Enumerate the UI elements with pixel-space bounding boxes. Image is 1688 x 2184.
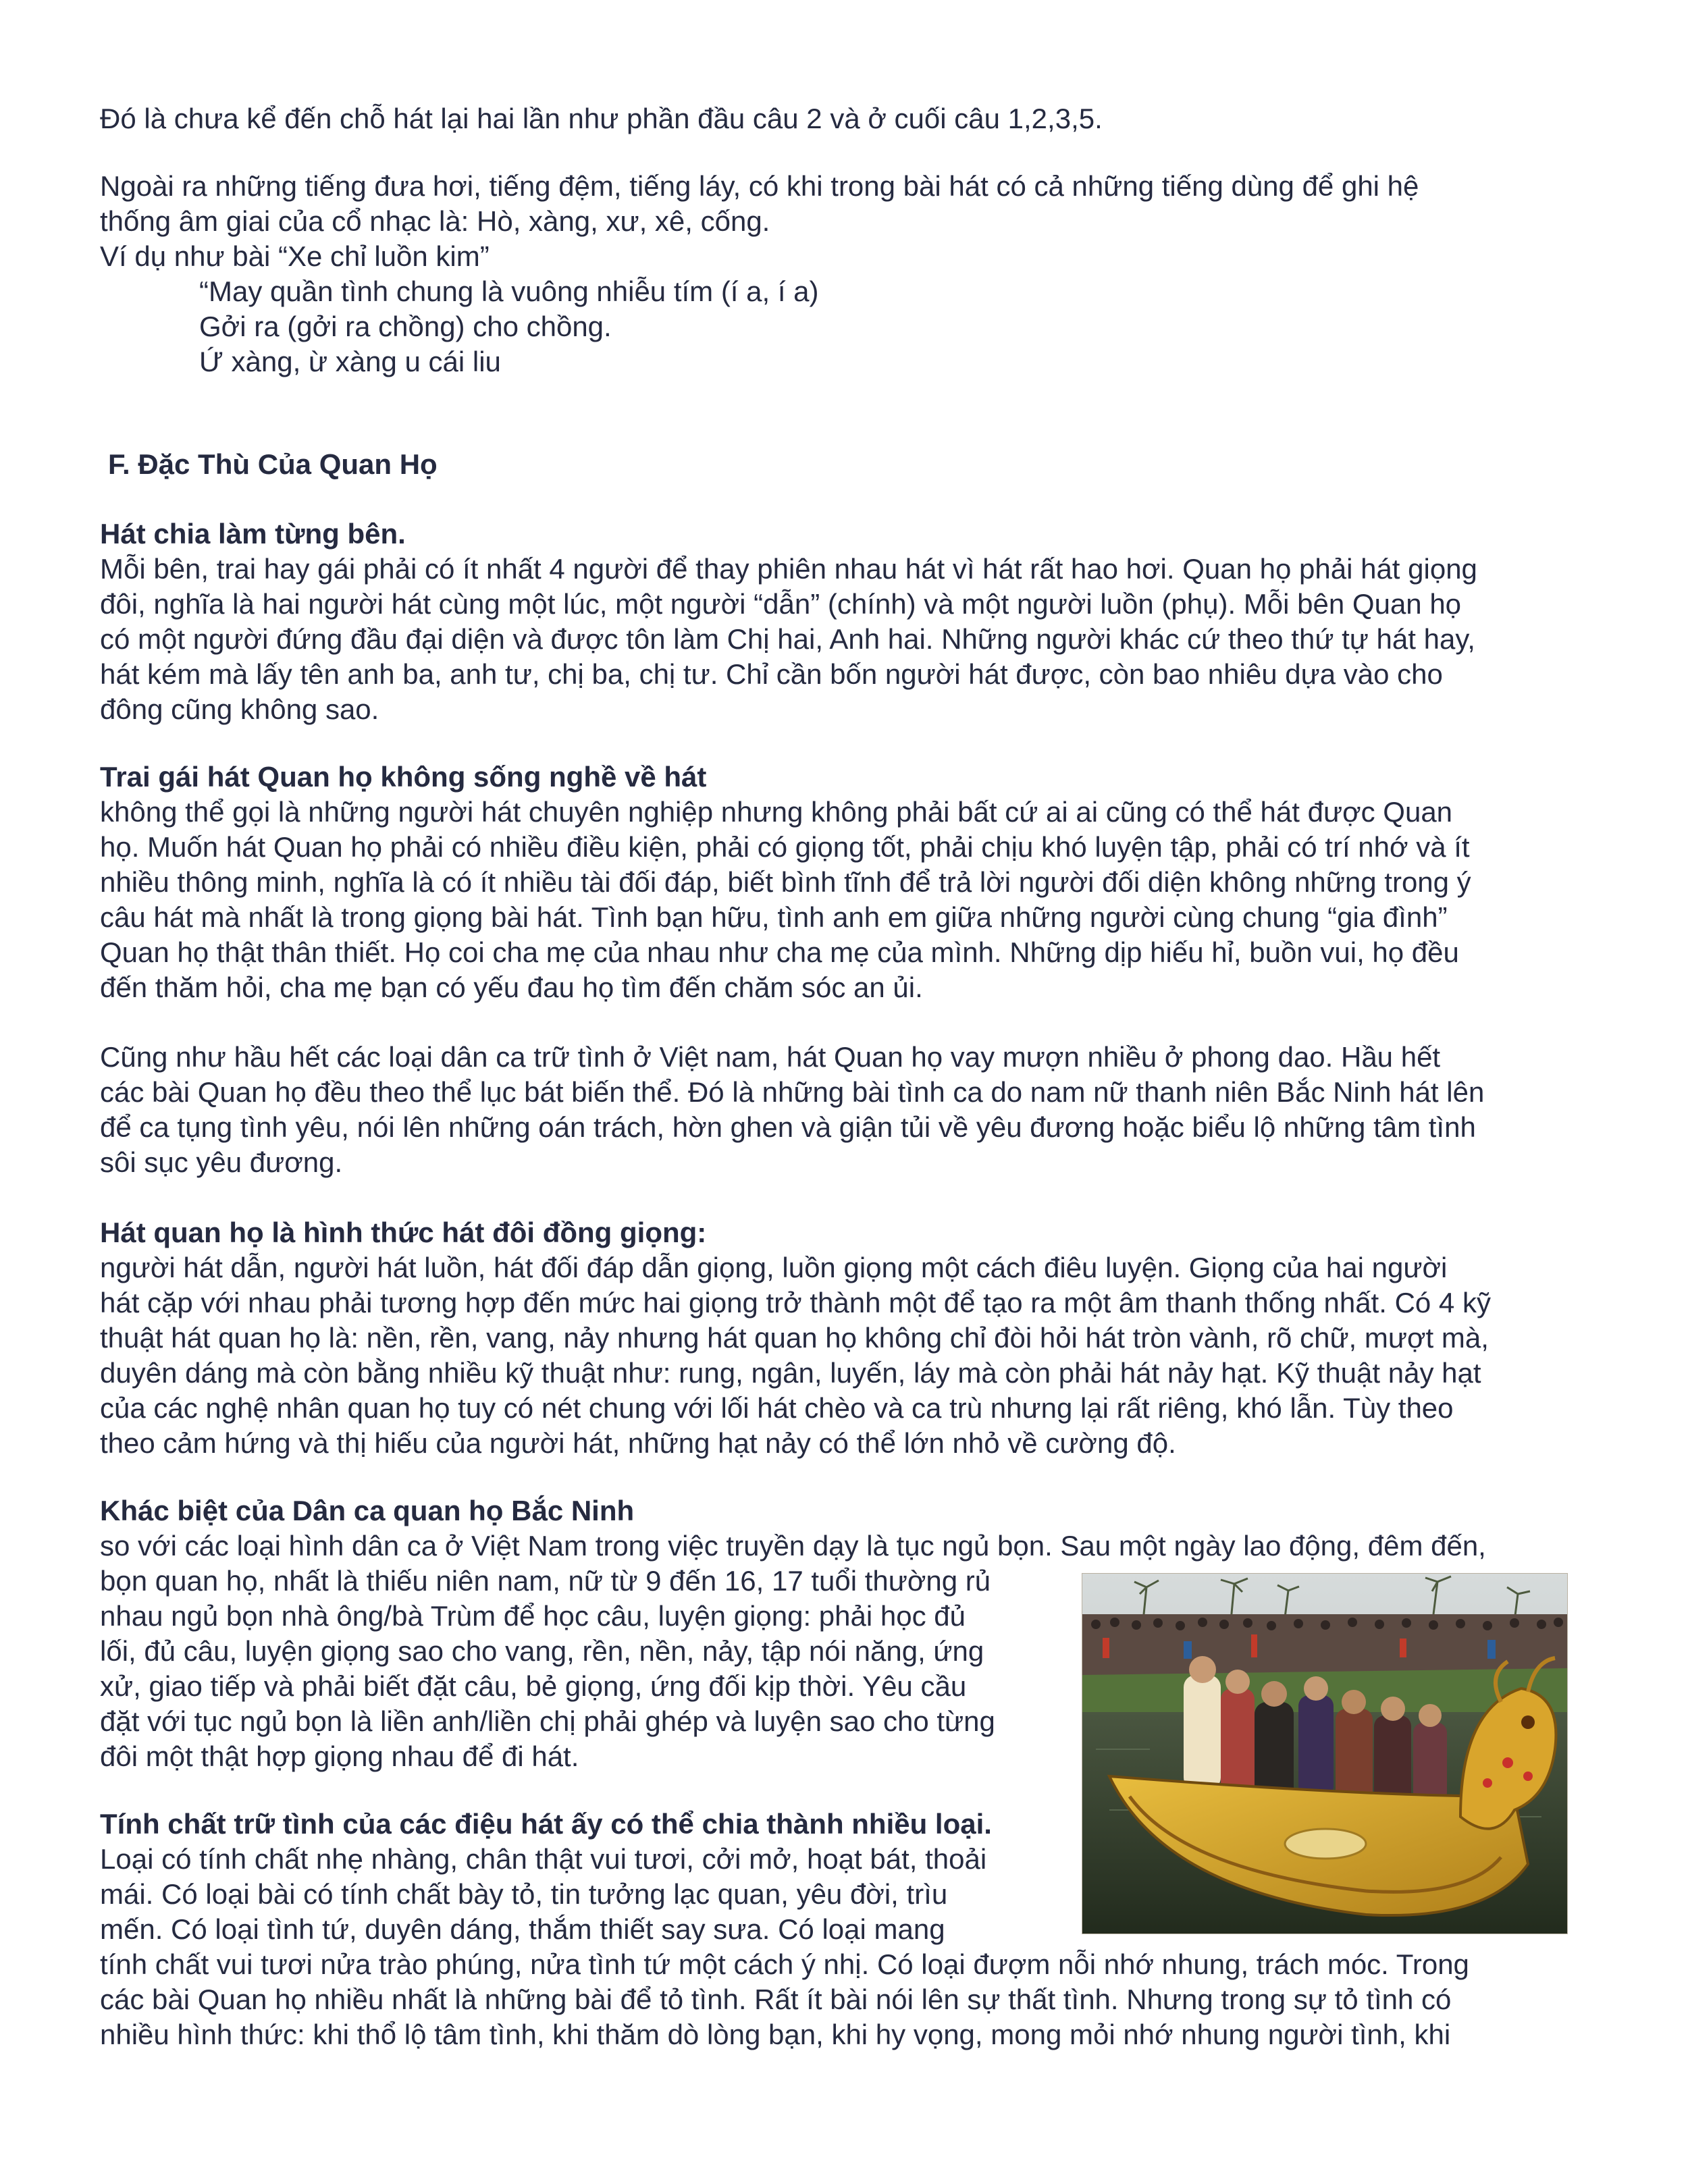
paragraph-line: không thể gọi là những người hát chuyên nghiệp nhưng không phải bất cứ ai ai cũng có thể hát được Quan bbox=[100, 796, 1453, 828]
paragraph-line: mến. Có loại tình tứ, duyên dáng, thắm thiết say sưa. Có loại mang bbox=[100, 1913, 945, 1945]
paragraph-line: đến thăm hỏi, cha mẹ bạn có yếu đau họ tìm đến chăm sóc an ủi. bbox=[100, 971, 923, 1003]
paragraph-line: thuật hát quan họ là: nền, rền, vang, nảy nhưng hát quan họ không chỉ đòi hỏi hát tròn vành, rõ chữ, mượt mà, bbox=[100, 1322, 1489, 1354]
paragraph-line: Loại có tính chất nhẹ nhàng, chân thật vui tươi, cởi mở, hoạt bát, thoải bbox=[100, 1843, 987, 1875]
paragraph-line: mái. Có loại bài có tính chất bày tỏ, tin tưởng lạc quan, yêu đời, trìu bbox=[100, 1878, 948, 1910]
paragraph-line: so với các loại hình dân ca ở Việt Nam trong việc truyền dạy là tục ngủ bọn. Sau một ngày lao động, đêm đến, bbox=[100, 1530, 1486, 1562]
paragraph-line: Cũng như hầu hết các loại dân ca trữ tình ở Việt nam, hát Quan họ vay mượn nhiều ở phong dao. Hầu hết bbox=[100, 1041, 1441, 1073]
section-title: F. Đặc Thù Của Quan Họ bbox=[108, 448, 438, 480]
paragraph-line: có một người đứng đầu đại diện và được tôn làm Chị hai, Anh hai. Những người khác cứ theo thứ tự hát hay, bbox=[100, 623, 1475, 655]
subheading: Trai gái hát Quan họ không sống nghề về hát bbox=[100, 761, 707, 793]
paragraph-line: nhiều thông minh, nghĩa là có ít nhiều tài đối đáp, biết bình tĩnh để trả lời người đối diện không những trong ý bbox=[100, 866, 1471, 898]
paragraph-line: Quan họ thật thân thiết. Họ coi cha mẹ của nhau như cha mẹ của mình. Những dịp hiếu hỉ, buồn vui, họ đều bbox=[100, 936, 1459, 968]
subheading: Khác biệt của Dân ca quan họ Bắc Ninh bbox=[100, 1495, 635, 1526]
paragraph-line: Mỗi bên, trai hay gái phải có ít nhất 4 người để thay phiên nhau hát vì hát rất hao hơi. Quan họ phải hát giọng bbox=[100, 553, 1477, 585]
subheading: Tính chất trữ tình của các điệu hát ấy có thể chia thành nhiều loại. bbox=[100, 1808, 992, 1840]
paragraph-line: của các nghệ nhân quan họ tuy có nét chung với lối hát chèo và ca trù nhưng lại rất riêng, khó lẫn. Tùy theo bbox=[100, 1392, 1454, 1424]
intro-paragraph-line: thống âm giai của cổ nhạc là: Hò, xàng, xư, xê, cống. bbox=[100, 205, 770, 237]
paragraph-line: lối, đủ câu, luyện giọng sao cho vang, rền, nền, nảy, tập nói năng, ứng bbox=[100, 1635, 984, 1667]
paragraph-line: hát kém mà lấy tên anh ba, anh tư, chị ba, chị tư. Chỉ cần bốn người hát được, còn bao nhiêu dựa vào cho bbox=[100, 658, 1443, 690]
paragraph-line: các bài Quan họ đều theo thể lục bát biến thể. Đó là những bài tình ca do nam nữ thanh niên Bắc Ninh hát lên bbox=[100, 1076, 1485, 1108]
paragraph-line: người hát dẫn, người hát luồn, hát đối đáp dẫn giọng, luồn giọng một cách điêu luyện. Giọng của hai người bbox=[100, 1252, 1448, 1283]
intro-paragraph-line: Ví dụ như bài “Xe chỉ luồn kim” bbox=[100, 240, 490, 272]
intro-line: Đó là chưa kể đến chỗ hát lại hai lần như phần đầu câu 2 và ở cuối câu 1,2,3,5. bbox=[100, 103, 1103, 134]
paragraph-line: họ. Muốn hát Quan họ phải có nhiều điều kiện, phải có giọng tốt, phải chịu khó luyện tập, phải có trí nhớ và ít bbox=[100, 831, 1470, 863]
paragraph-line: nhiều hình thức: khi thổ lộ tâm tình, khi thăm dò lòng bạn, khi hy vọng, mong mỏi nhớ nhung người tình, khi bbox=[100, 2019, 1451, 2050]
song-quote-line: Gởi ra (gởi ra chồng) cho chồng. bbox=[199, 311, 612, 342]
subheading: Hát quan họ là hình thức hát đôi đồng giọng: bbox=[100, 1217, 707, 1248]
paragraph-line: đông cũng không sao. bbox=[100, 693, 379, 725]
paragraph-line: các bài Quan họ nhiều nhất là những bài để tỏ tình. Rất ít bài nói lên sự thất tình. Nhưng trong sự tỏ tình có bbox=[100, 1983, 1452, 2015]
subheading: Hát chia làm từng bên. bbox=[100, 518, 406, 550]
boat-photo-illustration bbox=[1082, 1574, 1567, 1934]
song-quote-line: “May quần tình chung là vuông nhiễu tím (í a, í a) bbox=[199, 275, 819, 307]
paragraph-line: để ca tụng tình yêu, nói lên những oán trách, hờn ghen và giận tủi về yêu đương hoặc biểu lộ những tâm tình bbox=[100, 1111, 1476, 1143]
paragraph-line: tính chất vui tươi nửa trào phúng, nửa tình tứ một cách ý nhị. Có loại đượm nỗi nhớ nhung, trách móc. Trong bbox=[100, 1948, 1469, 1980]
paragraph-line: xử, giao tiếp và phải biết đặt câu, bẻ giọng, ứng đối kịp thời. Yêu cầu bbox=[100, 1670, 967, 1702]
paragraph-line: đôi, nghĩa là hai người hát cùng một lúc, một người “dẫn” (chính) và một người luồn (phụ). Mỗi bên Quan họ bbox=[100, 588, 1462, 620]
paragraph-line: đôi một thật hợp giọng nhau để đi hát. bbox=[100, 1740, 579, 1772]
paragraph-line: đặt với tục ngủ bọn là liền anh/liền chị phải ghép và luyện sao cho từng bbox=[100, 1705, 995, 1737]
paragraph-line: câu hát mà nhất là trong giọng bài hát. Tình bạn hữu, tình anh em giữa những người cùng chung “gia đình” bbox=[100, 901, 1448, 933]
quan-ho-boat-photo bbox=[1082, 1573, 1568, 1934]
song-quote-line: Ứ xàng, ừ xàng u cái liu bbox=[199, 346, 501, 377]
paragraph-line: bọn quan họ, nhất là thiếu niên nam, nữ từ 9 đến 16, 17 tuổi thường rủ bbox=[100, 1565, 991, 1597]
paragraph-line: sôi sục yêu đương. bbox=[100, 1146, 343, 1178]
paragraph-line: hát cặp với nhau phải tương hợp đến mức hai giọng trở thành một để tạo ra một âm thanh thống nhất. Có 4 kỹ bbox=[100, 1287, 1491, 1319]
paragraph-line: duyên dáng mà còn bằng nhiều kỹ thuật như: rung, ngân, luyến, láy mà còn phải hát nảy hạt. Kỹ thuật nảy hạt bbox=[100, 1357, 1481, 1389]
intro-paragraph-line: Ngoài ra những tiếng đưa hơi, tiếng đệm, tiếng láy, có khi trong bài hát có cả những tiếng dùng để ghi hệ bbox=[100, 170, 1419, 202]
paragraph-line: theo cảm hứng và thị hiếu của người hát, những hạt nảy có thể lớn nhỏ về cường độ. bbox=[100, 1427, 1176, 1459]
paragraph-line: nhau ngủ bọn nhà ông/bà Trùm để học câu, luyện giọng: phải học đủ bbox=[100, 1600, 966, 1632]
